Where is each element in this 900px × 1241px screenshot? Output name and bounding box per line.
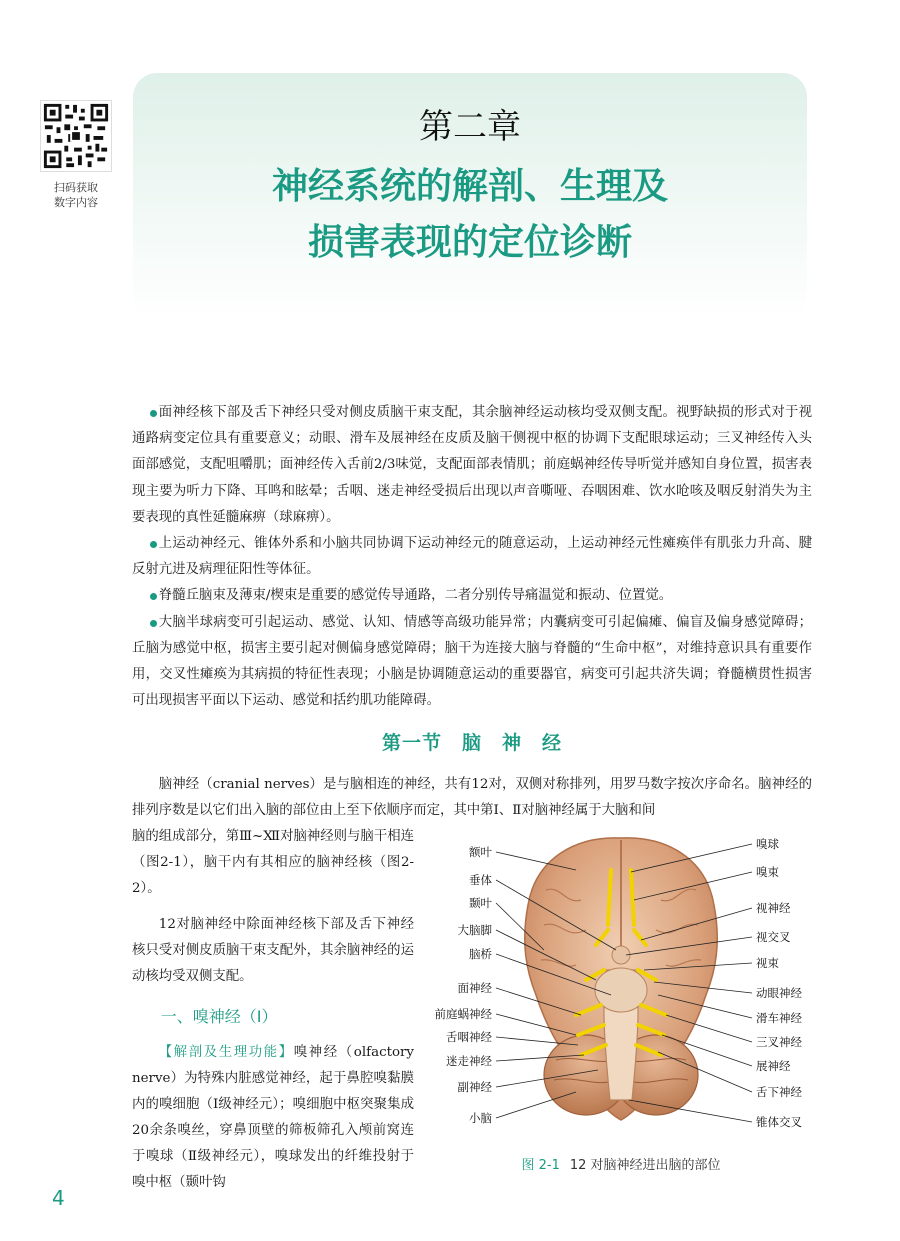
chapter-title-line-1: 神经系统的解剖、生理及 xyxy=(271,166,668,207)
figure-label-right: 嗅束 xyxy=(756,865,779,879)
qr-code-icon[interactable] xyxy=(40,100,112,172)
summary-point xyxy=(132,583,812,609)
figure-label-left: 副神经 xyxy=(457,1080,492,1094)
figure-label-left: 颞叶 xyxy=(469,896,492,910)
figure-label-right: 视神经 xyxy=(756,901,791,915)
intro-paragraph xyxy=(132,772,812,824)
figure-label-right: 动眼神经 xyxy=(756,986,802,1000)
chapter-summary xyxy=(132,400,812,714)
qr-caption-line-1: 扫码获取 xyxy=(54,181,98,194)
body-text: 脑的组成部分，第Ⅲ~Ⅻ对脑神经则与脑干相连（图2-1），脑干内有其相应的脑神经核（图2-2）。 xyxy=(132,829,414,896)
subsection-heading: 一、嗅神经（Ⅰ） xyxy=(160,1007,278,1026)
body-paragraph-3 xyxy=(132,1040,414,1196)
figure-label-left: 舌咽神经 xyxy=(446,1030,492,1044)
figure-label-right: 嗅球 xyxy=(756,837,779,851)
chapter-title-line-2: 损害表现的定位诊断 xyxy=(307,222,632,263)
figure-label-right: 视束 xyxy=(756,956,779,970)
figure-label-left: 迷走神经 xyxy=(446,1054,492,1068)
summary-text: 上运动神经元、锥体外系和小脑共同协调下运动神经元的随意运动，上运动神经元性瘫痪伴有肌张力升高、腱反射亢进及病理征阳性等体征。 xyxy=(132,536,812,578)
bullet-dot-icon xyxy=(150,541,157,548)
figure-label-right: 视交叉 xyxy=(756,930,791,944)
figure-caption xyxy=(426,1154,816,1173)
figure-label-left: 小脑 xyxy=(469,1111,492,1125)
figure-label-left: 垂体 xyxy=(469,873,492,887)
qr-block xyxy=(40,100,112,210)
figure-label-right: 舌下神经 xyxy=(756,1085,802,1099)
summary-point xyxy=(132,531,812,583)
summary-point xyxy=(132,610,812,715)
figure-label-right: 展神经 xyxy=(756,1059,791,1073)
summary-text: 脊髓丘脑束及薄束/楔束是重要的感觉传导通路，二者分别传导痛温觉和振动、位置觉。 xyxy=(158,588,673,604)
right-labels xyxy=(756,837,802,1129)
intro-text: 脑神经（cranial nerves）是与脑相连的神经，共有12对，双侧对称排列，用罗马数字按次序命名。脑神经的排列序数是以它们出入脑的部位由上至下依顺序而定，其中第Ⅰ、Ⅱ对脑神经属于大脑和间 xyxy=(132,777,812,818)
figure-label-right: 三叉神经 xyxy=(756,1035,802,1049)
figure-label-left: 大脑脚 xyxy=(457,923,492,937)
figure-number: 图 2-1 xyxy=(521,1158,560,1173)
figure-label-right: 滑车神经 xyxy=(756,1011,802,1025)
left-labels xyxy=(435,845,493,1125)
chapter-title xyxy=(133,159,807,271)
figure-label-left: 脑桥 xyxy=(469,947,492,961)
body-text: 12对脑神经中除面神经核下部及舌下神经核只受对侧皮质脑干束支配外，其余脑神经的运动核均受双侧支配。 xyxy=(132,917,414,984)
figure-label-left: 面神经 xyxy=(457,981,492,995)
anatomy-tag: 【解剖及生理功能】 xyxy=(158,1045,294,1060)
bullet-dot-icon xyxy=(150,593,157,600)
paragraph-spacer xyxy=(132,902,414,912)
qr-caption-line-2: 数字内容 xyxy=(54,196,98,209)
brain-illustration xyxy=(426,830,816,1130)
summary-point xyxy=(132,400,812,531)
bullet-dot-icon xyxy=(150,410,157,417)
summary-text: 大脑半球病变可引起运动、感觉、认知、情感等高级功能异常；内囊病变可引起偏瘫、偏盲及偏身感觉障碍；丘脑为感觉中枢，损害主要引起对侧偏身感觉障碍；脑干为连接大脑与脊髓的“生命中枢”，对维持意识具有重要作用，交叉性瘫痪为其病损的特征性表现；小脑是协调随意运动的重要器官，病变可引起共济失调；脊髓横贯性损害可出现损害平面以下运动、感觉和括约肌功能障碍。 xyxy=(132,614,812,709)
body-paragraph-1 xyxy=(132,824,414,902)
chapter-title-panel xyxy=(133,73,807,320)
page-number: 4 xyxy=(52,1186,65,1210)
figure-label-left: 额叶 xyxy=(469,845,492,859)
body-text: 嗅神经（olfactory nerve）为特殊内脏感觉神经，起于鼻腔嗅黏膜内的嗅细胞（Ⅰ级神经元）；嗅细胞中枢突聚集成20余条嗅丝，穿鼻顶壁的筛板筛孔入颅前窝连于嗅球（Ⅱ级神经元），嗅球发出的纤维投射于嗅中枢（颞叶钩 xyxy=(132,1045,414,1190)
figure-caption-text: 12 对脑神经进出脑的部位 xyxy=(569,1158,721,1173)
body-left-column xyxy=(132,824,414,1196)
qr-caption xyxy=(40,180,112,210)
summary-text: 面神经核下部及舌下神经只受对侧皮质脑干束支配，其余脑神经运动核均受双侧支配。视野缺损的形式对于视通路病变定位具有重要意义；动眼、滑车及展神经在皮质及脑干侧视中枢的协调下支配眼球运动；三叉神经传入头面部感觉，支配咀嚼肌；面神经传入舌前2/3味觉，支配面部表情肌；前庭蜗神经传导听觉并感知自身位置，损害表现主要为听力下降、耳鸣和眩晕；舌咽、迷走神经受损后出现以声音嘶哑、吞咽困难、饮水呛咳及咽反射消失为主要表现的真性延髓麻痹（球麻痹）。 xyxy=(132,405,812,525)
chapter-number: 第二章 xyxy=(419,107,521,147)
figure-label-left: 前庭蜗神经 xyxy=(434,1007,492,1021)
brain-base-figure xyxy=(426,830,816,1130)
bullet-dot-icon xyxy=(150,620,157,627)
section-heading: 第一节 脑 神 经 xyxy=(381,732,562,754)
figure-label-right: 锥体交叉 xyxy=(756,1115,802,1129)
body-paragraph-2 xyxy=(132,912,414,990)
